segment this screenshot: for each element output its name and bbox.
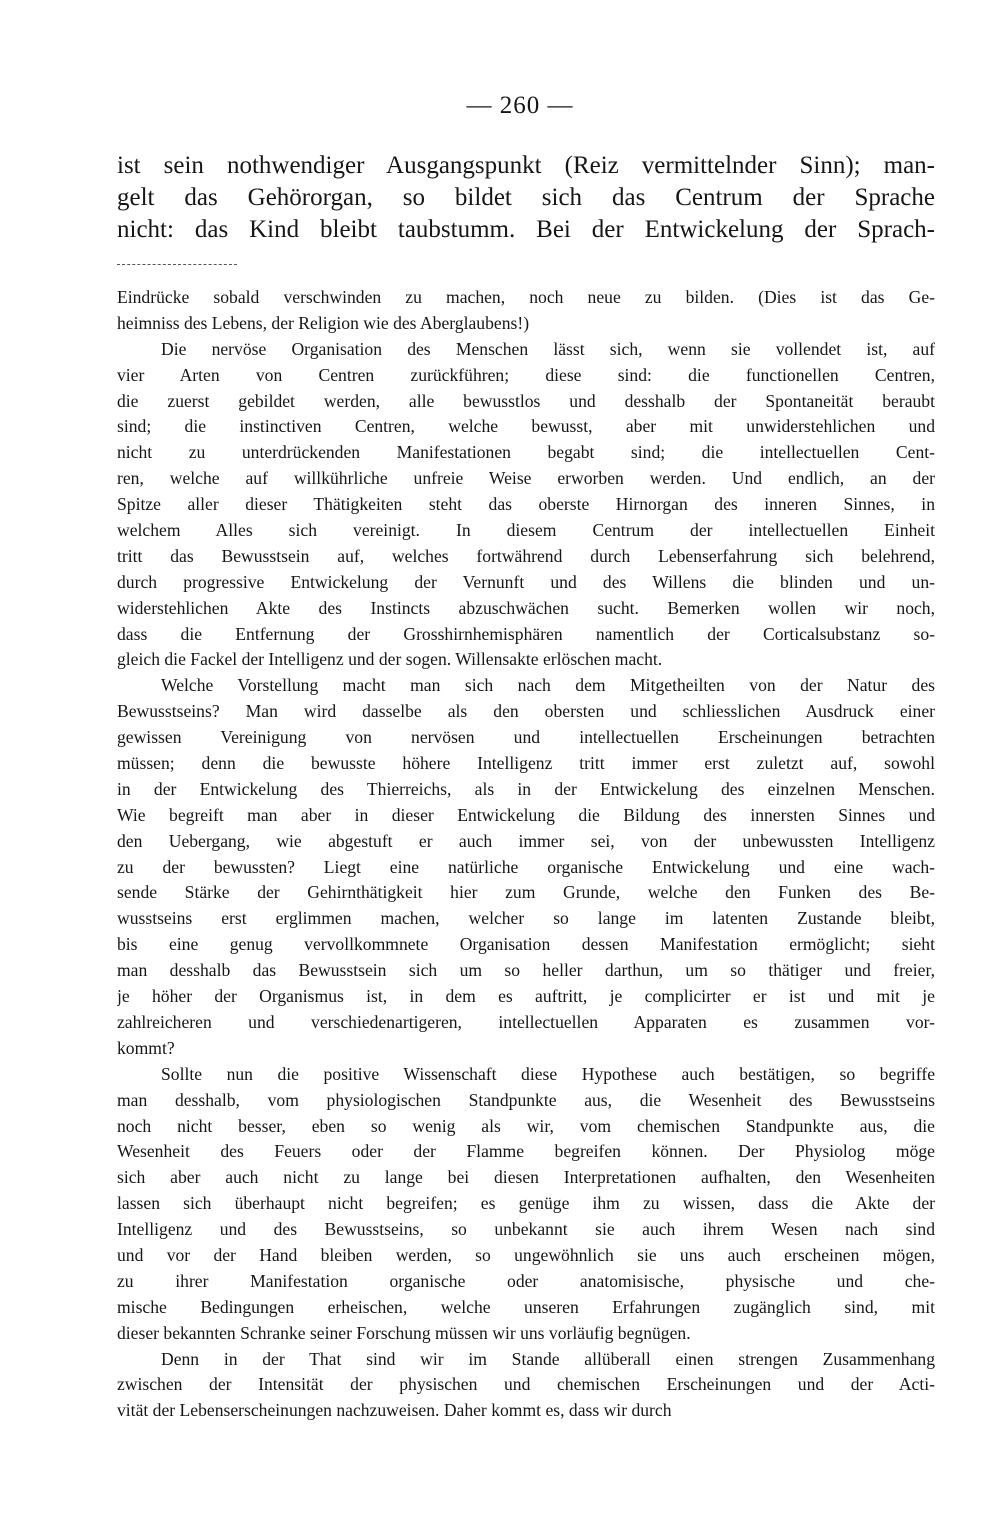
text-line: widerstehlichen Akte des Instincts abzuschwächen sucht. Bemerken wollen wir noch, — [117, 597, 935, 618]
upper-text-line: nicht: das Kind bleibt taubstumm. Bei der Entwickelung der Sprach- — [117, 216, 935, 243]
text-line: Eindrücke sobald verschwinden zu machen, noch neue zu bilden. (Dies ist das Ge- — [117, 287, 935, 307]
text-line: nicht zu unterdrückenden Manifestationen begabt sind; die intellectuellen Cent- — [117, 442, 935, 463]
text-line: die zuerst gebildet werden, alle bewusstlos und desshalb der Spontaneität beraubt — [117, 390, 935, 411]
text-line: lassen sich überhaupt nicht begreifen; es genüge ihm zu wissen, dass die Akte der — [117, 1193, 935, 1214]
upper-text-block — [117, 150, 935, 246]
text-line: Wie begreift man aber in dieser Entwickelung die Bildung des innersten Sinnes und — [117, 804, 935, 825]
upper-text-line: ist sein nothwendiger Ausgangspunkt (Reiz vermittelnder Sinn); man- — [117, 152, 935, 179]
main-text-block — [117, 285, 935, 1424]
text-line: zu der bewussten? Liegt eine natürliche organische Entwickelung und eine wach- — [117, 856, 935, 877]
text-line: ren, welche auf willkührliche unfreie Weise erworben werden. Und endlich, an der — [117, 468, 935, 489]
text-line: Wesenheit des Feuers oder der Flamme begreifen können. Der Physiolog möge — [117, 1141, 935, 1162]
text-line: dass die Entfernung der Grosshirnhemisphären namentlich der Corticalsubstanz so- — [117, 623, 935, 644]
upper-text-line: gelt das Gehörorgan, so bildet sich das Centrum der Sprache — [117, 184, 935, 211]
text-line: Bewusstseins? Man wird dasselbe als den obersten und schliesslichen Ausdruck einer — [117, 701, 935, 722]
text-line: sind; die instinctiven Centren, welche bewusst, aber mit unwiderstehlichen und — [117, 416, 935, 437]
text-line: sich aber auch nicht zu lange bei diesen Interpretationen aufhalten, den Wesenheiten — [117, 1167, 935, 1188]
text-line: kommt? — [117, 1037, 175, 1058]
text-line: Welche Vorstellung macht man sich nach dem Mitgetheilten von der Natur des — [161, 675, 935, 696]
text-line: Denn in der That sind wir im Stande allüberall einen strengen Zusammenhang — [161, 1348, 935, 1369]
text-line: den Uebergang, wie abgestuft er auch immer sei, von der unbewussten Intelligenz — [117, 830, 935, 851]
text-line: je höher der Organismus ist, in dem es auftritt, je complicirter er ist und mit je — [117, 986, 935, 1007]
text-line: wusstseins erst erglimmen machen, welcher so lange im latenten Zustande bleibt, — [117, 908, 935, 929]
text-line: tritt das Bewusstsein auf, welches fortwährend durch Lebenserfahrung sich belehrend, — [117, 545, 935, 566]
text-line: sende Stärke der Gehirnthätigkeit hier zum Grunde, welche den Funken des Be- — [117, 882, 935, 903]
text-line: man desshalb, vom physiologischen Standpunkte aus, die Wesenheit des Bewusstseins — [117, 1089, 935, 1110]
text-line: vier Arten von Centren zurückführen; diese sind: die functionellen Centren, — [117, 364, 935, 385]
text-line: gleich die Fackel der Intelligenz und der sogen. Willensakte erlöschen macht. — [117, 649, 663, 670]
text-line: müssen; denn die bewusste höhere Intelligenz tritt immer erst zuletzt auf, sowohl — [117, 753, 935, 774]
text-line: gewissen Vereinigung von nervösen und intellectuellen Erscheinungen betrachten — [117, 727, 935, 748]
text-line: dieser bekannten Schranke seiner Forschung müssen wir uns vorläufig begnügen. — [117, 1322, 691, 1343]
text-line: zahlreicheren und verschiedenartigeren, intellectuellen Apparaten es zusammen vor- — [117, 1011, 935, 1032]
page-number: — 260 — — [466, 92, 574, 119]
text-line: zwischen der Intensität der physischen und chemischen Erscheinungen und der Acti- — [117, 1374, 935, 1395]
text-line: heimniss des Lebens, der Religion wie des Aberglaubens!) — [117, 312, 530, 333]
text-line: mische Bedingungen erheischen, welche unseren Erfahrungen zugänglich sind, mit — [117, 1296, 935, 1317]
text-line: welchem Alles sich vereinigt. In diesem Centrum der intellectuellen Einheit — [117, 520, 935, 541]
text-line: zu ihrer Manifestation organische oder anatomisische, physische und che- — [117, 1270, 935, 1291]
text-line: Die nervöse Organisation des Menschen lässt sich, wenn sie vollendet ist, auf — [161, 338, 935, 359]
text-line: und vor der Hand bleiben werden, so ungewöhnlich sie uns auch erscheinen mögen, — [117, 1244, 935, 1265]
text-line: in der Entwickelung des Thierreichs, als in der Entwickelung des einzelnen Menschen. — [117, 778, 935, 799]
text-line: bis eine genug vervollkommnete Organisation dessen Manifestation ermöglicht; sieht — [117, 934, 935, 955]
text-line: vität der Lebenserscheinungen nachzuweisen. Daher kommt es, dass wir durch — [117, 1400, 672, 1421]
text-line: Spitze aller dieser Thätigkeiten steht das oberste Hirnorgan des inneren Sinnes, in — [117, 494, 935, 515]
text-line: durch progressive Entwickelung der Vernunft und des Willens die blinden und un- — [117, 571, 935, 592]
text-line: noch nicht besser, eben so wenig als wir, vom chemischen Standpunkte aus, die — [117, 1115, 935, 1136]
footnote-divider — [117, 264, 237, 265]
text-line: man desshalb das Bewusstsein sich um so heller darthun, um so thätiger und freier, — [117, 960, 935, 981]
text-line: Sollte nun die positive Wissenschaft diese Hypothese auch bestätigen, so begriffe — [161, 1063, 935, 1084]
text-line: Intelligenz und des Bewusstseins, so unbekannt sie auch ihrem Wesen nach sind — [117, 1219, 935, 1240]
